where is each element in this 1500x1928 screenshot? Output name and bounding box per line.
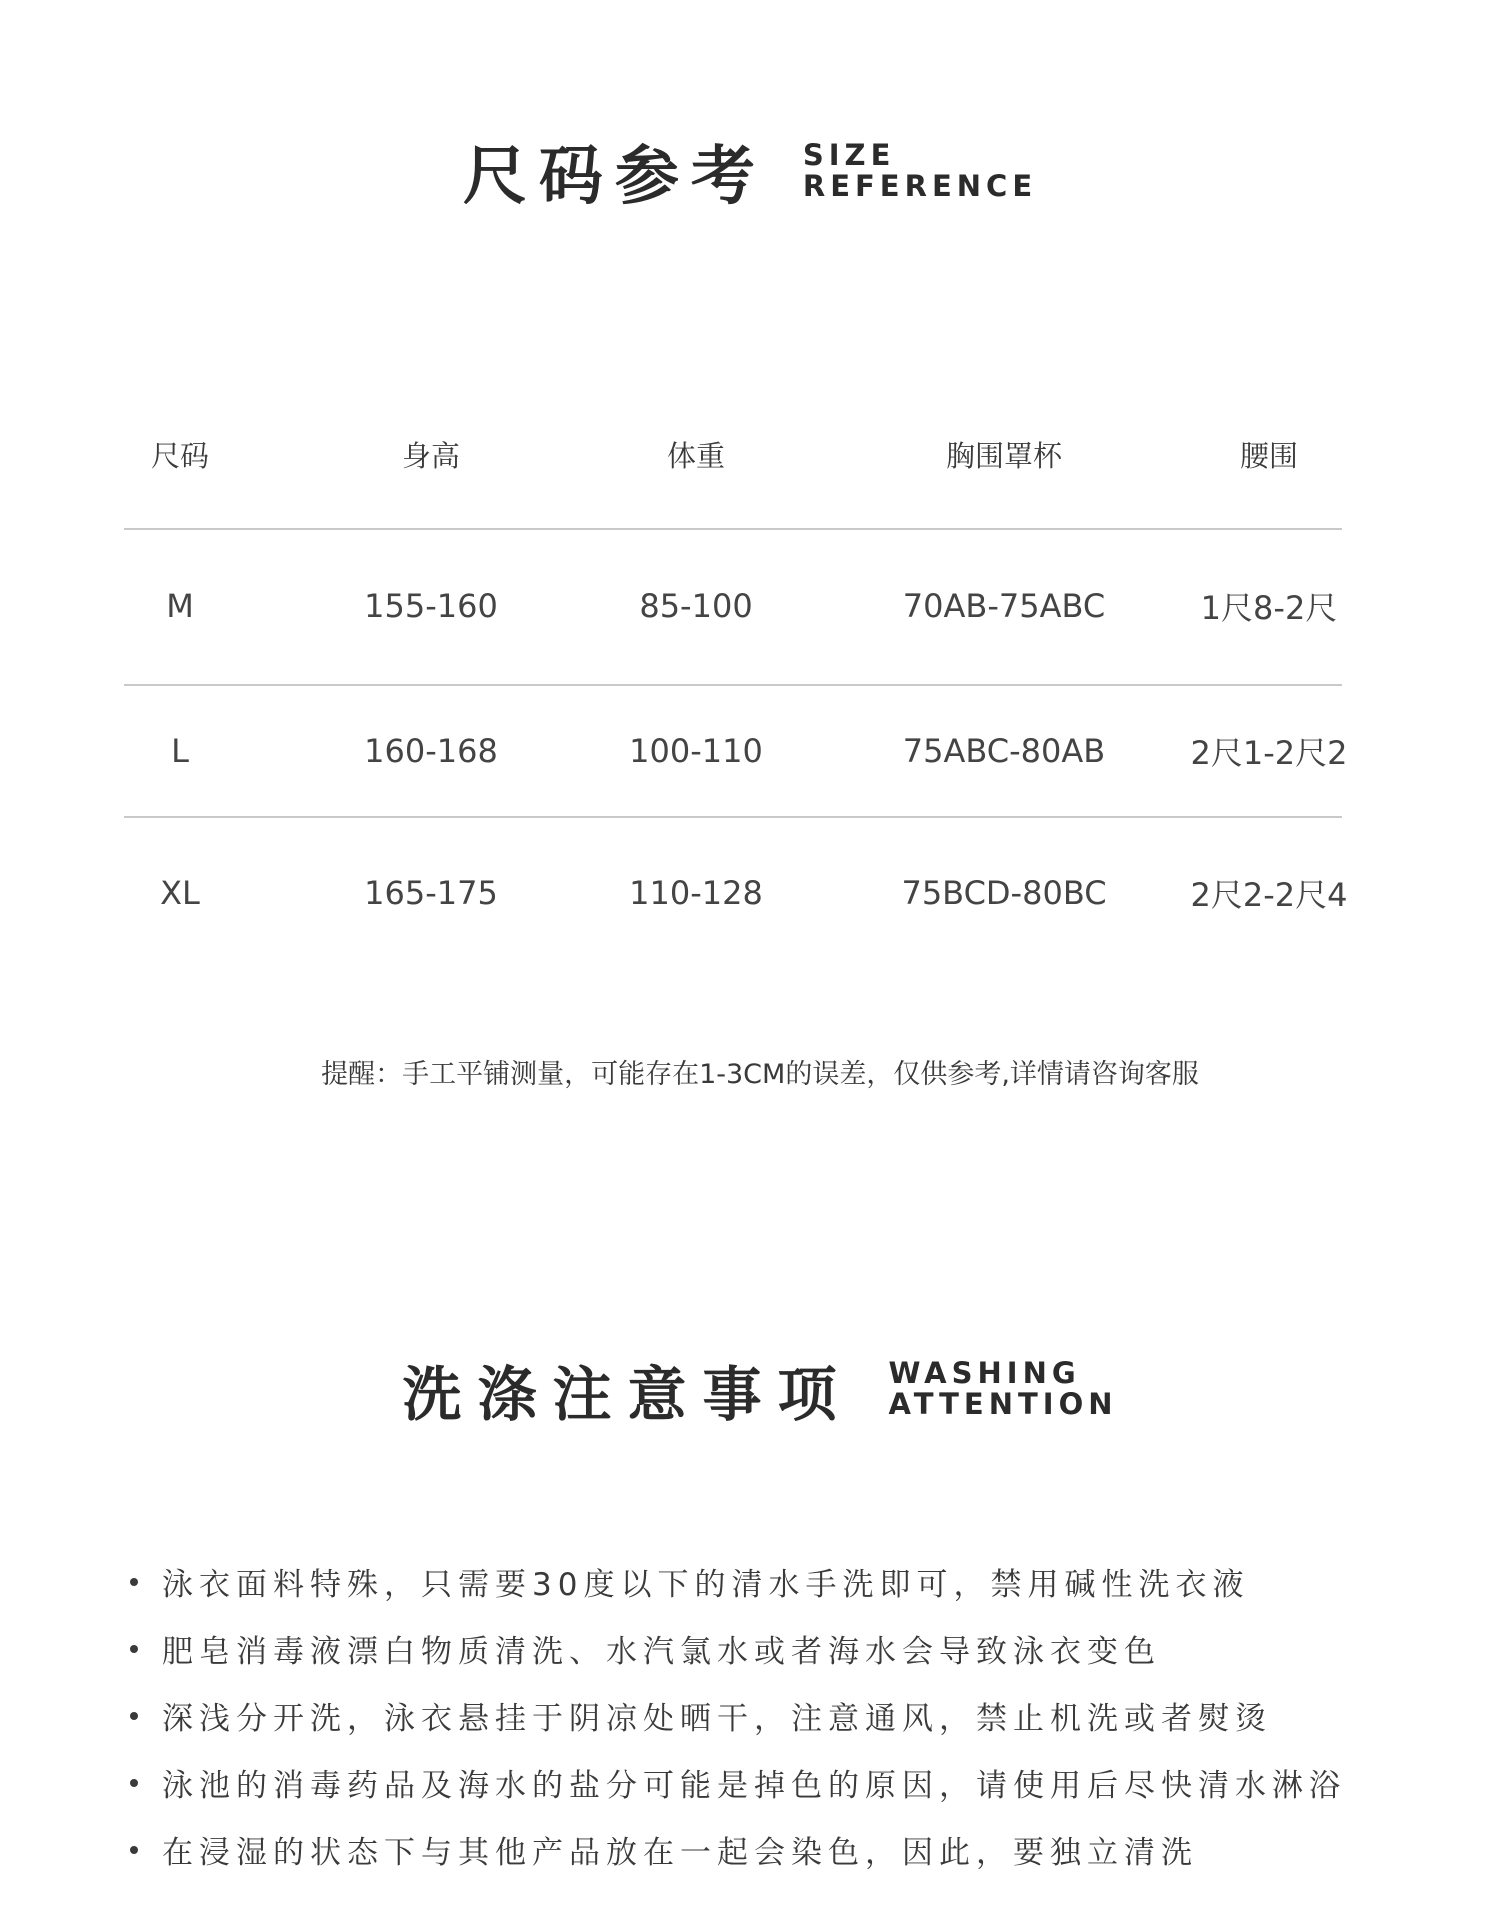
- size-reference-title-en: [803, 140, 1037, 202]
- bullet-icon: [130, 1846, 138, 1854]
- size-reference-title-en-line1: SIZE: [802, 138, 896, 172]
- bullet-icon: [130, 1645, 138, 1653]
- cell-size: XL: [160, 874, 200, 912]
- bullet-icon: [130, 1779, 138, 1787]
- size-reference-title-en-line2: REFERENCE: [802, 169, 1038, 203]
- table-row: [124, 686, 1348, 816]
- list-item: [130, 1548, 1380, 1615]
- cell-height: 160-168: [364, 732, 498, 770]
- table-row: [124, 818, 1348, 968]
- header-weight: 体重: [666, 438, 725, 473]
- cell-bust-cup: 75ABC-80AB: [902, 732, 1106, 770]
- list-item-text: 肥皂消毒液漂白物质清洗、水汽氯水或者海水会导致泳衣变色: [162, 1634, 1161, 1670]
- cell-height: 165-175: [364, 874, 498, 912]
- cell-weight: 110-128: [629, 874, 763, 912]
- list-item-text: 泳衣面料特殊，只需要30度以下的清水手洗即可，禁用碱性洗衣液: [162, 1567, 1250, 1603]
- measurement-note: 提醒：手工平铺测量，可能存在1-3CM的误差，仅供参考,详情请咨询客服: [321, 1059, 1199, 1090]
- cell-weight: 100-110: [629, 732, 763, 770]
- cell-waist: 2尺2-2尺4: [1190, 876, 1348, 914]
- list-item-text: 在浸湿的状态下与其他产品放在一起会染色，因此，要独立清洗: [162, 1835, 1198, 1871]
- size-table: [124, 420, 1348, 914]
- table-header-row: [124, 420, 1342, 488]
- list-item: [130, 1816, 1380, 1883]
- cell-size: M: [166, 587, 194, 625]
- cell-height: 155-160: [364, 587, 498, 625]
- table-row: [124, 530, 1342, 682]
- bullet-icon: [130, 1712, 138, 1720]
- list-item-text: 泳池的消毒药品及海水的盐分可能是掉色的原因，请使用后尽快清水淋浴: [162, 1768, 1346, 1804]
- washing-attention-title-cn: 洗涤注意事项: [402, 1359, 853, 1429]
- size-reference-title-cn: 尺码参考: [462, 140, 767, 214]
- size-reference-heading: [0, 122, 1500, 220]
- washing-attention-title-en-line1: WASHING: [888, 1356, 1081, 1390]
- cell-waist: 2尺1-2尺2: [1190, 734, 1348, 772]
- header-bust-cup: 胸围罩杯: [945, 438, 1062, 473]
- list-item: [130, 1615, 1380, 1682]
- cell-bust-cup: 70AB-75ABC: [902, 587, 1106, 625]
- header-waist: 腰围: [1239, 438, 1298, 473]
- header-height: 身高: [401, 438, 460, 473]
- header-size: 尺码: [150, 438, 209, 473]
- washing-attention-title-en: [889, 1358, 1118, 1420]
- cell-waist: 1尺8-2尺: [1200, 589, 1338, 627]
- list-item: [130, 1682, 1380, 1749]
- washing-attention-heading: [10, 1340, 1500, 1438]
- cell-bust-cup: 75BCD-80BC: [901, 874, 1107, 912]
- bullet-icon: [130, 1578, 138, 1586]
- washing-instructions-list: [130, 1548, 1380, 1883]
- list-item: [130, 1749, 1380, 1816]
- list-item-text: 深浅分开洗，泳衣悬挂于阴凉处晒干，注意通风，禁止机洗或者熨烫: [162, 1701, 1272, 1737]
- washing-attention-title-en-line2: ATTENTION: [888, 1387, 1118, 1421]
- cell-size: L: [171, 732, 189, 770]
- cell-weight: 85-100: [639, 587, 753, 625]
